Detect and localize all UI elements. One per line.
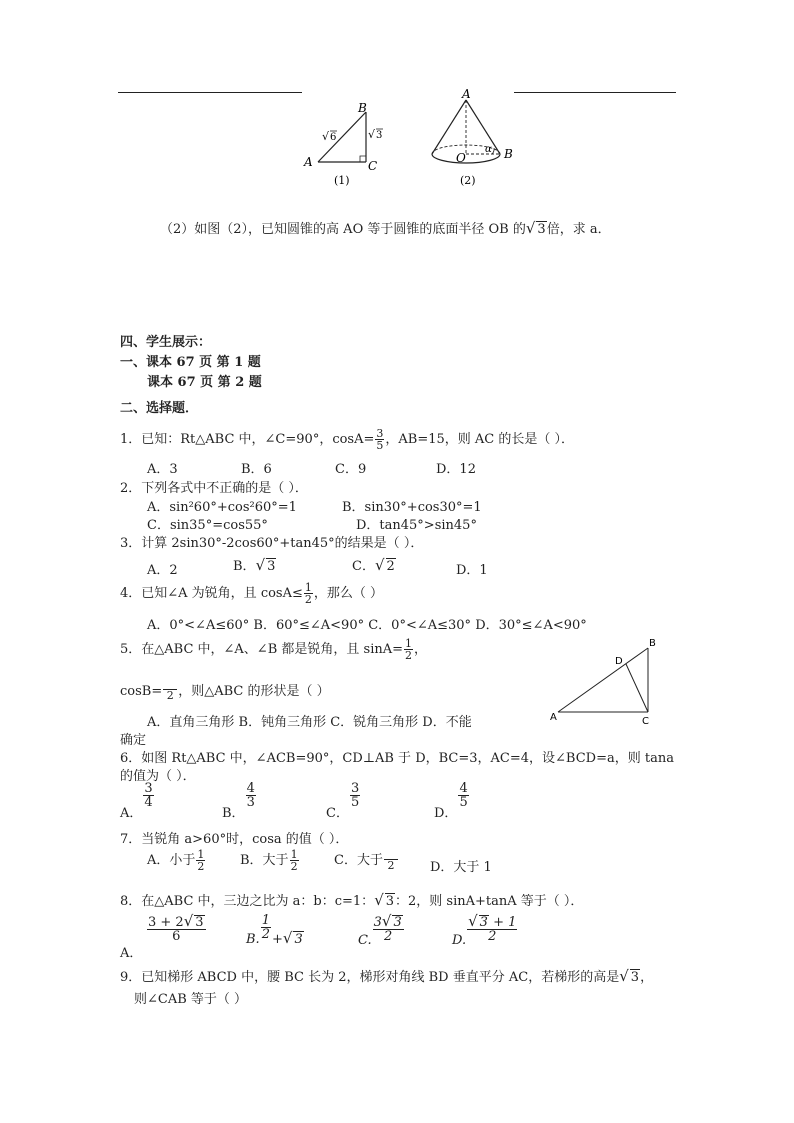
item-8-stem: 8．在△ABC 中，三边之比为 a：b：c=1：√ 3：2，则 sinA+tanA 等于（ ）． [120,891,584,909]
item-5-line-2: cosB= 2 ，则△ABC 的形状是（ ） [120,684,330,702]
item-4-stem: 4．已知∠A 为锐角，且 cosA≤ $\frac{1}{2}$ ，那么（ ） [120,581,384,606]
item-3-stem: 3．计算 2sin30°-2cos60°+tan45°的结果是（ ）． [120,536,424,551]
top-rule-left [118,92,302,93]
fig1-caption: (1) [334,174,350,187]
item-8-opt-c[interactable]: C. $\frac{3√ 3}{2}$ [358,912,402,948]
item-8-opt-b[interactable]: B. $\frac{1}{2}$ +√ 3 [246,913,303,947]
fig2-label-o: O [456,151,466,165]
fig2-label-a: A [462,87,471,101]
item-5-fig-label-b: B [649,638,656,649]
item-3-opt-a[interactable]: A．2 [147,563,178,578]
fig1-side-ab: 6 [330,132,337,143]
fig2-label-b: B [504,147,513,161]
item-9-line-2: 则∠CAB 等于（ ） [134,992,248,1007]
section-4-subtitle: 二、选择题． [120,401,199,416]
item-6-opt-c[interactable]: C． $\frac{3}{5}$ [326,781,360,821]
item-5-blank-fraction: 2 [163,683,177,701]
q2-text-before: （2）如图（2），已知圆锥的高 AO 等于圆锥的底面半径 OB 的 [160,222,526,237]
item-9-line-1: 9．已知梯形 ABCD 中，腰 BC 长为 2，梯形对角线 BD 垂直平分 AC，若梯形的高是√ 3， [120,967,654,985]
item-7-stem: 7．当锐角 a>60°时，cosa 的值（ ）． [120,832,349,847]
item-2-opt-c[interactable]: C．sin35°=cos55° [147,518,268,533]
item-7-opt-a[interactable]: A．小于 $\frac{1}{2}$ [147,848,205,873]
item-8-opt-a-label[interactable]: A． [120,946,143,961]
item-3-opt-b[interactable]: B．√ 3 [233,556,276,574]
item-4-options[interactable]: A．0°<∠A≤60° B．60°≤∠A<90° C．0°<∠A≤30° D．30°≤∠A<90° [147,618,587,633]
item-6-opt-a[interactable]: A． $\frac{3}{4}$ [120,781,153,821]
item-1-stem [120,428,574,451]
item-3-opt-c[interactable]: C．√ 2 [352,556,395,574]
section-4-title: 四、学生展示： [120,335,212,350]
item-5-fig-label-d: D [615,656,623,667]
fig2-caption: (2) [460,174,476,187]
item-5-fig-label-a: A [550,712,557,723]
item-5-figure [548,634,666,726]
item-1-stem-a: 1．已知：Rt△ABC 中，∠C=90°，cosA= [120,432,375,447]
item-1-fraction: $\frac{3}{5}$ [376,427,384,452]
fig1-label-c: C [368,159,378,173]
item-6-line-1: 6．如图 Rt△ABC 中，∠ACB=90°，CD⊥AB 于 D，BC=3，AC=4，设∠BCD=a，则 tana [120,751,674,766]
item-1-stem-b: ，AB=15，则 AC 的长是（ ）． [385,432,574,447]
section-4-line-2: 课本 67 页 第 2 题 [147,375,262,390]
item-7-opt-c[interactable]: C．大于 2 [334,849,399,871]
fig1-side-bc: 3 [376,130,383,141]
q2-text-after: 倍，求 a． [546,222,611,237]
item-5-triangle-shape [558,648,648,712]
fig1-sqrt3-radical: √ [368,128,376,141]
item-2-opt-a[interactable]: A．sin²60°+cos²60°=1 [147,500,297,515]
item-2-stem: 2．下列各式中不正确的是（ ）． [120,481,308,496]
item-1-opt-c[interactable]: C．9 [335,462,367,477]
fig1-label-a: A [304,155,313,169]
fig1-label-b: B [358,101,367,115]
question-2-text [160,218,611,237]
item-5-fig-label-c: C [642,716,649,726]
item-2-opt-b[interactable]: B．sin30°+cos30°=1 [342,500,482,515]
item-2-opt-d[interactable]: D．tan45°>sin45° [356,518,477,533]
item-3-opt-d[interactable]: D．1 [456,563,488,578]
q2-sqrt: √ 3 [525,219,546,237]
item-6-line-2: 的值为（ ）． [120,769,196,784]
item-8-opt-a[interactable]: $\frac{3 + 2√ 3}{6}$ [148,912,204,944]
item-1-opt-b[interactable]: B．6 [241,462,272,477]
item-6-opt-d[interactable]: D． $\frac{4}{5}$ [434,781,468,821]
item-4-fraction: $\frac{1}{2}$ [304,581,312,606]
item-5-options[interactable]: A．直角三角形 B．钝角三角形 C．锐角三角形 D．不能 [147,715,472,730]
item-7-opt-d[interactable]: D．大于 1 [430,860,492,875]
item-6-opt-b[interactable]: B． $\frac{4}{3}$ [222,781,255,821]
section-4-line-1: 一、课本 67 页 第 1 题 [120,355,261,370]
figure-2-cone [424,86,524,190]
item-1-opt-d[interactable]: D．12 [436,462,476,477]
fig1-sqrt6-radical: √ [322,130,330,143]
top-rule-right [514,92,676,93]
item-5-tail: 确定 [120,733,147,748]
item-1-opt-a[interactable]: A．3 [147,462,178,477]
figure-1-triangle [300,100,400,190]
item-5-stem: 5．在△ABC 中，∠A、∠B 都是锐角，且 sinA= $\frac{1}{2}$ ， [120,637,428,662]
item-8-opt-d[interactable]: D. $\frac{√ 3 + 1}{2}$ [452,912,517,948]
fig2-angle-alpha: α [485,144,492,155]
item-5-fraction: $\frac{1}{2}$ [405,637,413,662]
item-7-opt-b[interactable]: B．大于 $\frac{1}{2}$ [240,848,298,873]
